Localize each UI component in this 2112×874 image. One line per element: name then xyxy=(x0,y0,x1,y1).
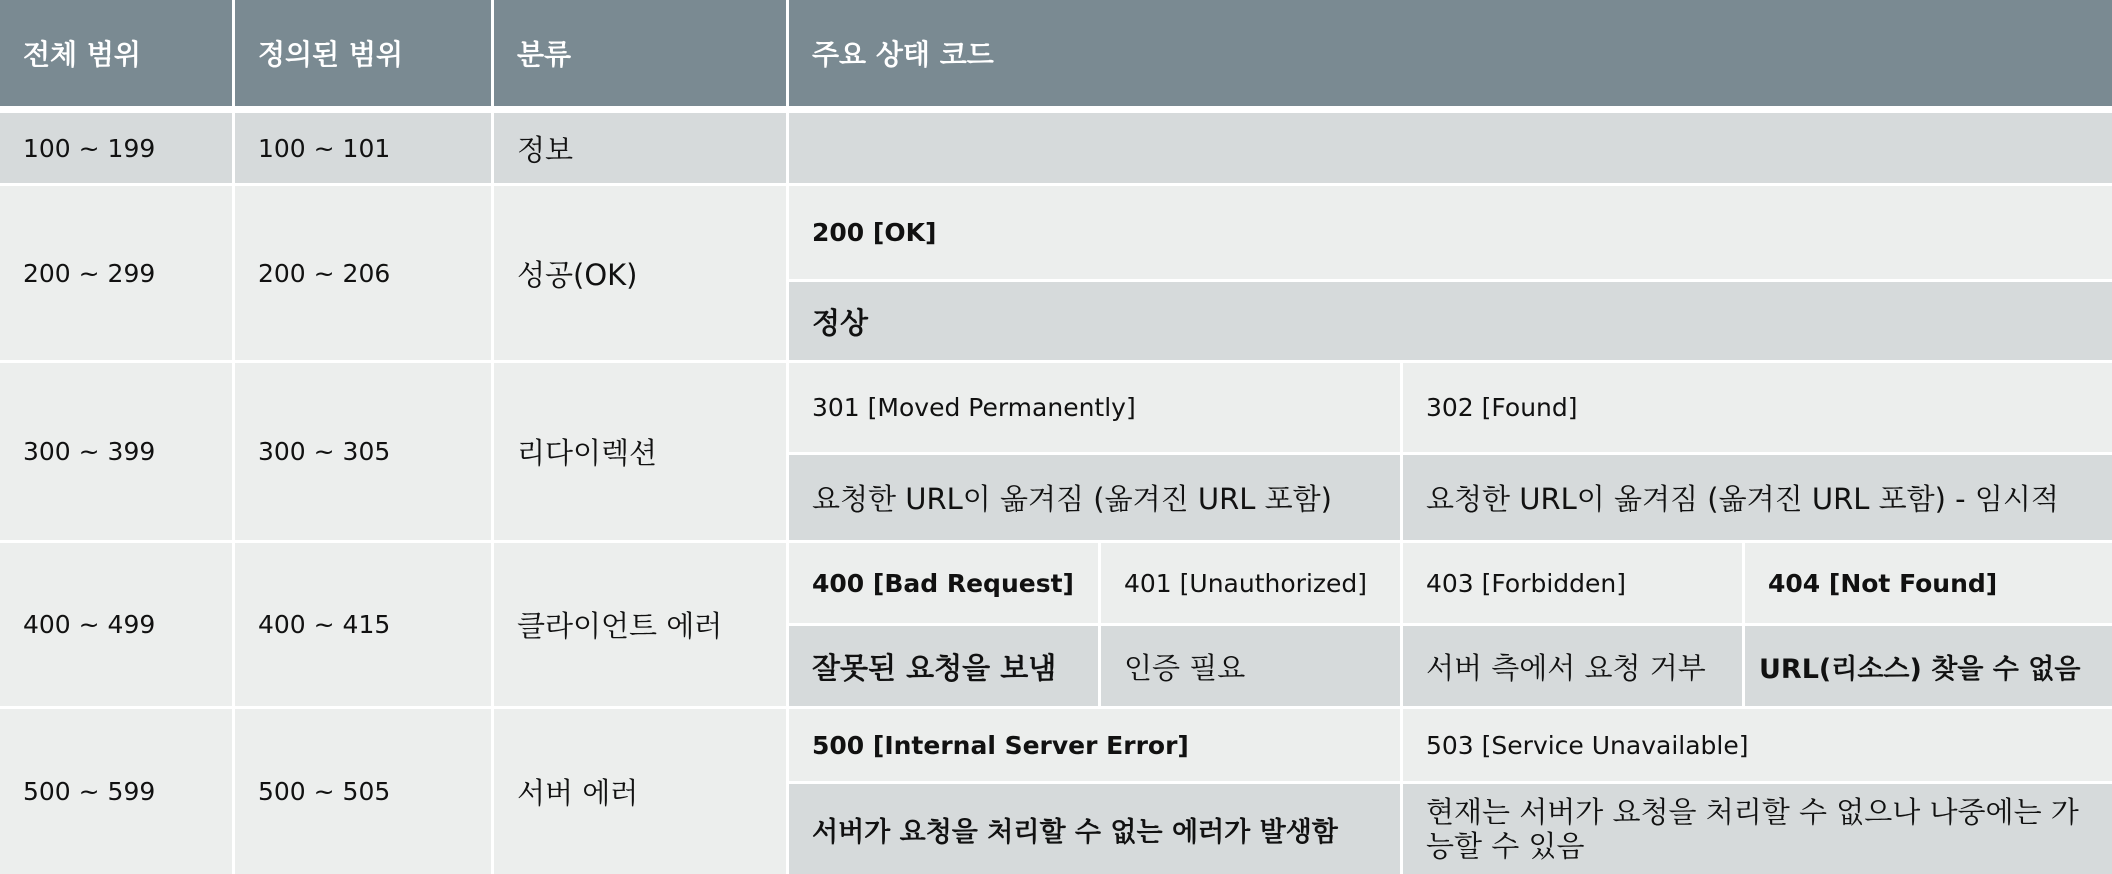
header-full-range: 전체 범위 xyxy=(0,0,232,106)
row1-codes-empty xyxy=(789,113,2112,183)
code-400: 400 [Bad Request] xyxy=(789,543,1098,623)
desc-500: 서버가 요청을 처리할 수 없는 에러가 발생함 xyxy=(789,784,1400,874)
row2-defined: 200 ~ 206 xyxy=(235,186,491,360)
row1-category: 정보 xyxy=(494,113,786,183)
code-404: 404 [Not Found] xyxy=(1745,543,2112,623)
row3-range: 300 ~ 399 xyxy=(0,363,232,540)
row4-category: 클라이언트 에러 xyxy=(494,543,786,706)
code-302: 302 [Found] xyxy=(1403,363,2112,452)
code-403: 403 [Forbidden] xyxy=(1403,543,1742,623)
desc-404: URL(리소스) 찾을 수 없음 xyxy=(1745,626,2112,706)
header-main-codes: 주요 상태 코드 xyxy=(789,0,2112,106)
desc-200: 정상 xyxy=(789,282,2112,360)
code-401: 401 [Unauthorized] xyxy=(1101,543,1400,623)
desc-401: 인증 필요 xyxy=(1101,626,1400,706)
desc-302: 요청한 URL이 옮겨짐 (옮겨진 URL 포함) - 임시적 xyxy=(1403,455,2112,540)
row4-defined: 400 ~ 415 xyxy=(235,543,491,706)
row1-defined: 100 ~ 101 xyxy=(235,113,491,183)
row5-range: 500 ~ 599 xyxy=(0,709,232,874)
desc-301: 요청한 URL이 옮겨짐 (옮겨진 URL 포함) xyxy=(789,455,1400,540)
code-500: 500 [Internal Server Error] xyxy=(789,709,1400,781)
row1-range: 100 ~ 199 xyxy=(0,113,232,183)
row2-range: 200 ~ 299 xyxy=(0,186,232,360)
header-defined-range: 정의된 범위 xyxy=(235,0,491,106)
row3-defined: 300 ~ 305 xyxy=(235,363,491,540)
desc-403: 서버 측에서 요청 거부 xyxy=(1403,626,1742,706)
desc-400: 잘못된 요청을 보냄 xyxy=(789,626,1098,706)
row2-category: 성공(OK) xyxy=(494,186,786,360)
row5-category: 서버 에러 xyxy=(494,709,786,874)
row4-range: 400 ~ 499 xyxy=(0,543,232,706)
code-301: 301 [Moved Permanently] xyxy=(789,363,1400,452)
row5-defined: 500 ~ 505 xyxy=(235,709,491,874)
desc-503: 현재는 서버가 요청을 처리할 수 없으나 나중에는 가능할 수 있음 xyxy=(1403,784,2112,874)
row3-category: 리다이렉션 xyxy=(494,363,786,540)
code-200: 200 [OK] xyxy=(789,186,2112,279)
header-category: 분류 xyxy=(494,0,786,106)
code-503: 503 [Service Unavailable] xyxy=(1403,709,2112,781)
